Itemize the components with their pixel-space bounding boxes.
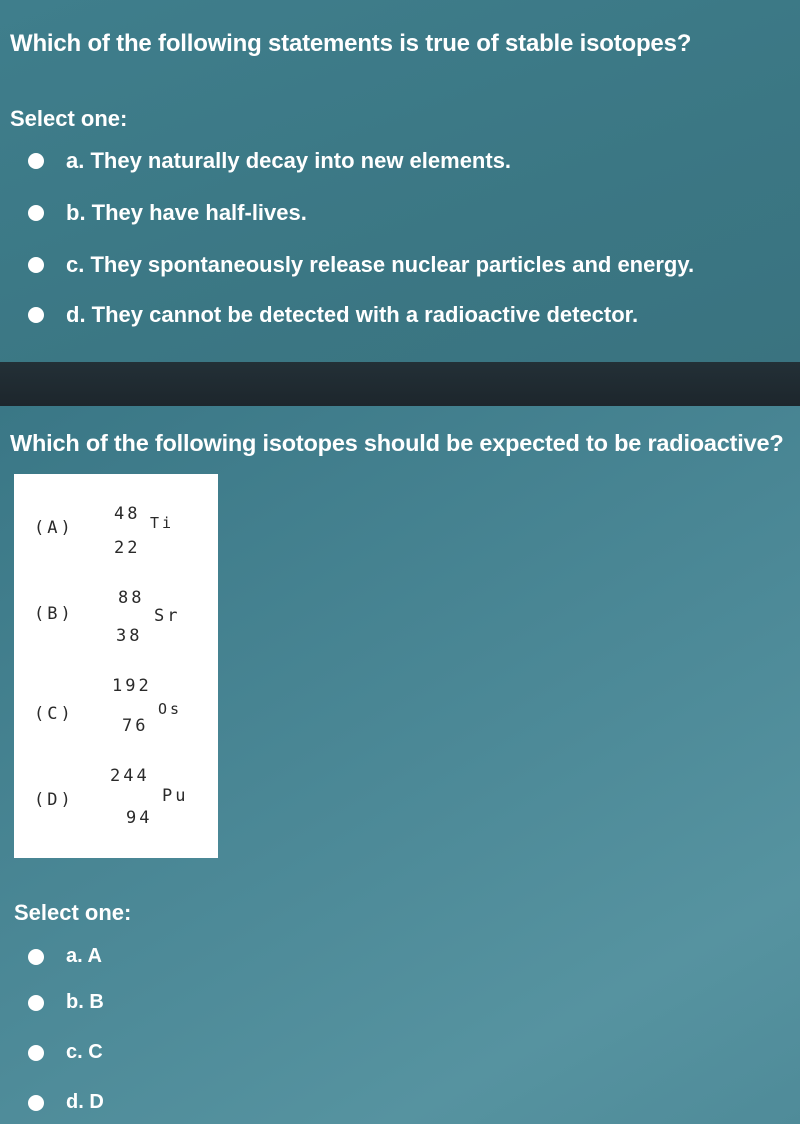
isotope-row-a (14, 496, 218, 576)
question-1-option-b[interactable] (28, 200, 307, 226)
isotope-atomic-number: 22 (114, 538, 141, 558)
isotope-row-c (14, 670, 218, 750)
isotope-row-b (14, 582, 218, 662)
isotope-mass-number: 48 (114, 504, 141, 524)
radio-button-icon[interactable] (28, 257, 44, 273)
radio-button-icon[interactable] (28, 995, 44, 1011)
isotope-letter: (A) (34, 518, 74, 538)
option-label: a. They naturally decay into new elements. (66, 148, 512, 173)
isotope-letter: (B) (34, 604, 74, 624)
question-2-option-d[interactable] (28, 1091, 104, 1114)
radio-button-icon[interactable] (28, 1095, 44, 1111)
question-1-text: Which of the following statements is true of stable isotopes? (10, 30, 692, 57)
isotope-image-card (14, 474, 218, 858)
isotope-symbol: Sr (154, 606, 181, 626)
radio-button-icon[interactable] (28, 307, 44, 323)
question-2-option-c[interactable] (28, 1041, 103, 1064)
isotope-symbol: Ti (150, 514, 175, 532)
radio-button-icon[interactable] (28, 153, 44, 169)
isotope-mass-number: 88 (118, 588, 145, 608)
isotope-letter: (D) (34, 790, 74, 810)
question-divider (0, 362, 800, 406)
radio-button-icon[interactable] (28, 205, 44, 221)
option-label: c. They spontaneously release nuclear particles and energy. (66, 252, 695, 277)
radio-button-icon[interactable] (28, 949, 44, 965)
question-1-select-label: Select one: (10, 106, 128, 131)
radio-button-icon[interactable] (28, 1045, 44, 1061)
isotope-mass-number: 192 (112, 676, 152, 696)
option-label: d. They cannot be detected with a radioactive detector. (66, 302, 639, 327)
option-label: d. D (66, 1091, 104, 1113)
question-1-option-c[interactable] (28, 252, 694, 278)
question-2-select-label: Select one: (14, 900, 132, 925)
option-label: a. A (66, 945, 102, 967)
question-2-text: Which of the following isotopes should be expected to be radioactive? (10, 430, 784, 456)
option-label: b. B (66, 991, 104, 1013)
question-2-option-a[interactable] (28, 945, 102, 968)
isotope-symbol: Pu (162, 786, 189, 806)
isotope-atomic-number: 76 (122, 716, 149, 736)
question-1-option-a[interactable] (28, 148, 511, 174)
isotope-mass-number: 244 (110, 766, 150, 786)
isotope-symbol: Os (158, 700, 183, 718)
isotope-letter: (C) (34, 704, 74, 724)
option-label: c. C (66, 1041, 103, 1063)
isotope-atomic-number: 38 (116, 626, 143, 646)
question-1-option-d[interactable] (28, 302, 638, 328)
isotope-atomic-number: 94 (126, 808, 153, 828)
option-label: b. They have half-lives. (66, 200, 307, 225)
question-1-panel (0, 0, 800, 362)
isotope-row-d (14, 762, 218, 842)
question-2-option-b[interactable] (28, 991, 104, 1014)
